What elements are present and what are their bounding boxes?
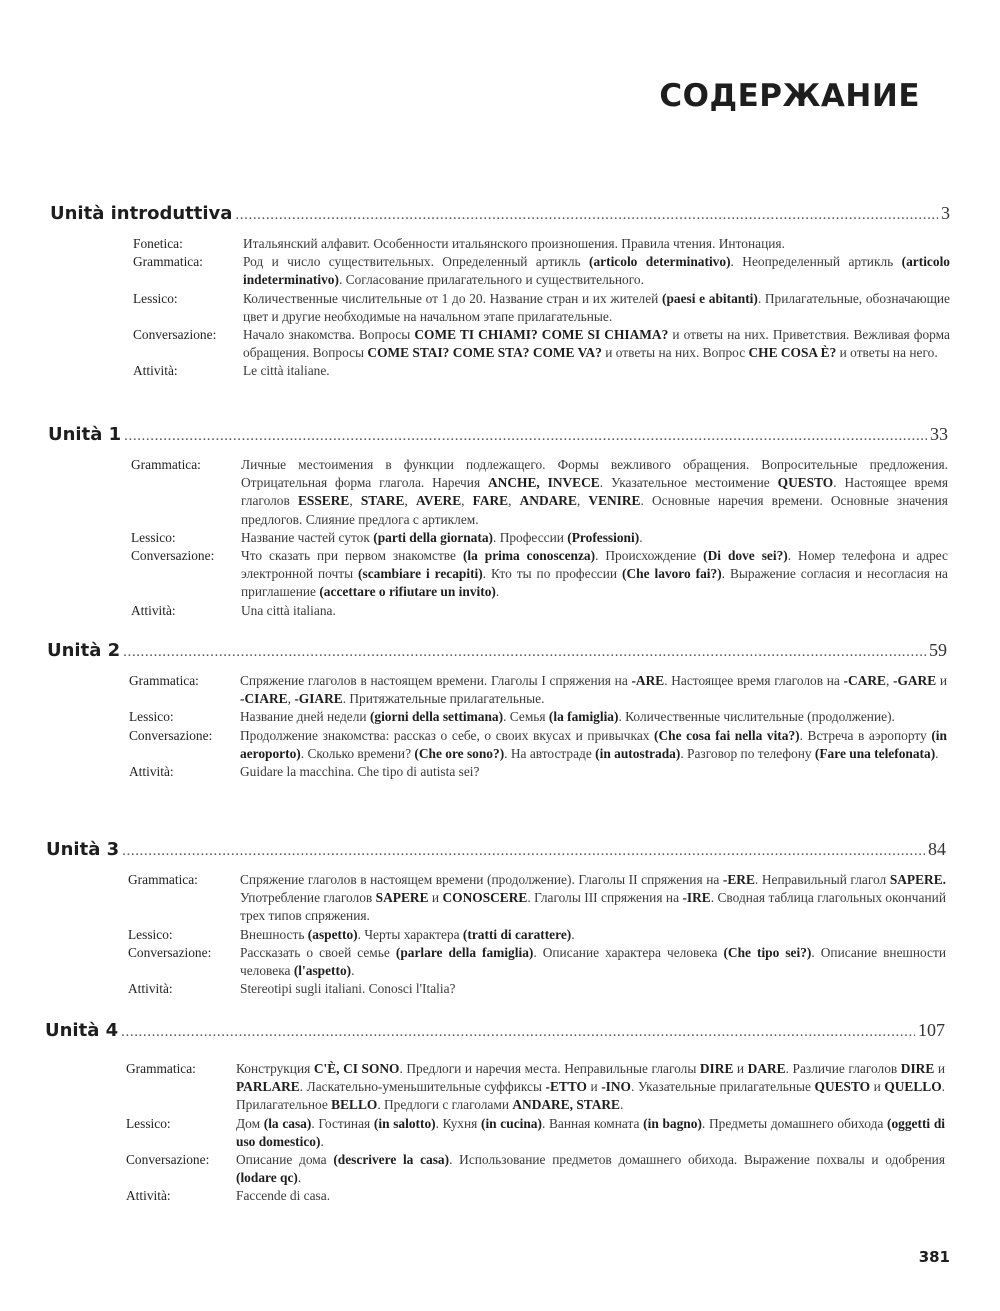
toc-entry-row bbox=[50, 235, 950, 253]
entry-text-fragment: . Кухня bbox=[435, 1115, 481, 1131]
entry-text bbox=[241, 456, 948, 529]
entry-label: Grammatica: bbox=[133, 254, 203, 270]
entry-term: (Che cosa fai nella vita?) bbox=[654, 727, 800, 743]
entry-label: Grammatica: bbox=[129, 673, 199, 688]
unit-page-number: 107 bbox=[918, 1020, 945, 1040]
entry-text-fragment: . Настоящее время глаголов bbox=[241, 475, 948, 509]
entry-text-fragment: и ответы на них. Приветствия. Вежливая форма обращения. Вопросы bbox=[243, 327, 950, 361]
entry-term: ESSERE bbox=[297, 493, 350, 509]
entry-text-fragment: . Предлоги с глаголами bbox=[377, 1097, 513, 1113]
entry-text-fragment: Личные местоимения в функции подлежащего. Формы вежливого обращения. Вопросительные предложения. Отрицательная форма глагола. Наречия bbox=[241, 457, 948, 491]
toc-entry-row bbox=[47, 708, 947, 726]
unit-rows bbox=[50, 235, 950, 381]
entry-text-fragment: . Встреча в аэропорту bbox=[799, 727, 932, 743]
entry-term: (in aeroporto) bbox=[240, 727, 947, 761]
entry-text-fragment: , bbox=[885, 673, 893, 688]
entry-text bbox=[236, 1115, 945, 1151]
entry-text-fragment: . Описание внешности человека bbox=[240, 944, 947, 979]
entry-term: DARE bbox=[747, 1061, 786, 1076]
entry-text bbox=[241, 529, 948, 547]
entry-term: PARLARE bbox=[236, 1079, 300, 1095]
entry-text-fragment: Начало знакомства. Вопросы bbox=[243, 327, 415, 343]
leader-dots bbox=[235, 207, 938, 224]
entry-term: COME TI CHIAMI? COME SI CHIAMA? bbox=[414, 327, 669, 343]
entry-term: -ARE bbox=[631, 673, 665, 688]
entry-term: (articolo indeterminativo) bbox=[243, 254, 950, 288]
entry-text-fragment: . Ванная комната bbox=[541, 1115, 644, 1131]
entry-term: ANDARE, STARE bbox=[512, 1097, 620, 1113]
entry-text-fragment: Дом bbox=[236, 1115, 264, 1131]
entry-text bbox=[243, 362, 950, 380]
entry-text-fragment: . Основные наречия времени. Основные значения предлогов. Слияние предлога с артиклем. bbox=[241, 493, 948, 527]
unit-title: Unità 3 bbox=[46, 839, 120, 860]
toc-entry-row bbox=[46, 980, 946, 998]
leader-dots bbox=[123, 644, 926, 661]
entry-text-fragment: Название дней недели bbox=[240, 709, 370, 725]
entry-term: (in cucina) bbox=[480, 1115, 542, 1131]
entry-term: AVERE bbox=[415, 493, 462, 509]
entry-label: Conversazione: bbox=[133, 327, 217, 343]
entry-text-fragment: . Притяжательные прилагательные. bbox=[342, 691, 545, 707]
entry-term: CONOSCERE bbox=[442, 890, 528, 906]
entry-text bbox=[243, 290, 950, 326]
entry-text bbox=[243, 235, 950, 253]
entry-label: Lessico: bbox=[128, 926, 173, 942]
entry-term: (Che lavoro fai?) bbox=[622, 566, 722, 582]
entry-text-fragment: . Неопределенный артикль bbox=[730, 254, 902, 270]
entry-term: COME STAI? COME STA? COME VA? bbox=[367, 345, 602, 361]
entry-text-fragment: . Указательные прилагательные bbox=[630, 1079, 815, 1095]
unit-title: Unità 2 bbox=[47, 640, 121, 661]
entry-text bbox=[243, 326, 950, 362]
entry-text-fragment: и bbox=[936, 673, 947, 688]
entry-term: ANCHE, INVECE bbox=[488, 475, 600, 491]
entry-term: (Che tipo sei?) bbox=[723, 944, 812, 960]
entry-term: (Di dove sei?) bbox=[703, 548, 788, 564]
entry-text-fragment: . Прилагательное bbox=[236, 1079, 945, 1113]
entry-label: Conversazione: bbox=[129, 727, 213, 743]
entry-term: DIRE bbox=[900, 1061, 935, 1076]
unit-heading[interactable] bbox=[46, 839, 946, 865]
unit-rows bbox=[46, 871, 946, 998]
entry-term: (parlare della famiglia) bbox=[395, 944, 534, 960]
toc-entry-row bbox=[48, 456, 948, 529]
entry-label: Conversazione: bbox=[126, 1152, 210, 1168]
entry-label: Conversazione: bbox=[128, 944, 212, 960]
entry-label: Conversazione: bbox=[131, 548, 215, 564]
page-number: 381 bbox=[918, 1248, 950, 1266]
entry-text-fragment: Что сказать при первом знакомстве bbox=[241, 548, 463, 564]
entry-text-fragment: . Номер телефона и адрес электронной почты bbox=[241, 548, 948, 582]
entry-term: SAPERE bbox=[375, 890, 429, 906]
toc-entry-row bbox=[50, 253, 950, 289]
entry-text bbox=[236, 1151, 945, 1187]
entry-term: -CARE bbox=[843, 673, 886, 688]
entry-text-fragment: Stereotipi sugli italiani. Conosci l'Italia? bbox=[240, 981, 456, 997]
entry-text-fragment: . Настоящее время глаголов на bbox=[664, 673, 844, 688]
entry-term: (scambiare i recapiti) bbox=[358, 566, 483, 582]
entry-label: Attività: bbox=[126, 1188, 171, 1204]
entry-text-fragment: и ответы на них. Вопрос bbox=[601, 345, 749, 361]
entry-text bbox=[240, 727, 947, 763]
entry-text-fragment: , bbox=[576, 493, 589, 509]
entry-text bbox=[241, 547, 948, 602]
unit-page-number: 33 bbox=[930, 424, 948, 444]
unit-page-number: 84 bbox=[928, 839, 946, 859]
entry-text-fragment: . bbox=[639, 529, 643, 545]
entry-text-fragment: Итальянский алфавит. Особенности итальянского произношения. Правила чтения. Интонация. bbox=[243, 236, 785, 251]
entry-text-fragment: . bbox=[320, 1133, 324, 1149]
entry-text-fragment: . bbox=[620, 1097, 624, 1113]
entry-text-fragment: . Предметы домашнего обихода bbox=[701, 1115, 888, 1131]
toc-entry-row bbox=[45, 1187, 945, 1205]
entry-text-fragment: Конструкция bbox=[236, 1061, 314, 1076]
entry-text-fragment: . bbox=[935, 745, 939, 761]
entry-term: FARE bbox=[472, 493, 509, 509]
entry-text-fragment: Род и число существительных. Определенный артикль bbox=[243, 254, 590, 270]
entry-term: (lodare qc) bbox=[236, 1170, 298, 1186]
entry-text bbox=[240, 871, 946, 926]
entry-text-fragment: . bbox=[297, 1170, 302, 1186]
unit-title: Unità 1 bbox=[48, 424, 122, 445]
entry-term: -ERE bbox=[722, 872, 755, 887]
unit-heading[interactable] bbox=[50, 203, 950, 229]
entry-term: (tratti di carattere) bbox=[462, 926, 572, 942]
toc-unit-1 bbox=[48, 424, 948, 620]
entry-text bbox=[236, 1187, 945, 1205]
toc-entry-row bbox=[47, 672, 947, 708]
entry-label: Attività: bbox=[133, 363, 178, 379]
entry-text-fragment: . Кто ты по профессии bbox=[482, 566, 623, 582]
entry-term: (la casa) bbox=[263, 1115, 312, 1131]
entry-label: Attività: bbox=[128, 981, 173, 997]
entry-term: C'È, CI SONO bbox=[313, 1061, 400, 1076]
entry-text-fragment: и bbox=[870, 1079, 885, 1095]
toc-entry-row bbox=[47, 763, 947, 781]
entry-term: DIRE bbox=[699, 1061, 734, 1076]
entry-term: VENIRE bbox=[588, 493, 641, 509]
toc-entry-row bbox=[45, 1115, 945, 1151]
entry-term: (paesi e abitanti) bbox=[662, 290, 758, 306]
toc-entry-row bbox=[45, 1060, 945, 1115]
unit-rows bbox=[47, 672, 947, 781]
toc-entry-row bbox=[50, 290, 950, 326]
entry-term: (in autostrada) bbox=[595, 745, 681, 761]
entry-term: -GIARE bbox=[294, 691, 343, 707]
entry-text-fragment: . bbox=[571, 926, 575, 942]
unit-page-number: 59 bbox=[929, 640, 947, 660]
entry-text-fragment: , bbox=[461, 493, 473, 509]
entry-text-fragment: . Разговор по телефону bbox=[680, 745, 815, 761]
entry-text-fragment: Внешность bbox=[240, 926, 308, 942]
toc-entry-row bbox=[48, 529, 948, 547]
unit-heading[interactable] bbox=[45, 1020, 945, 1046]
entry-term: QUESTO bbox=[814, 1079, 871, 1095]
toc-entry-row bbox=[50, 326, 950, 362]
entry-term: -GARE bbox=[892, 673, 937, 688]
entry-text-fragment: . Количественные числительные (продолжение). bbox=[618, 709, 895, 725]
unit-rows bbox=[48, 456, 948, 620]
entry-text-fragment: . Сводная таблица глагольных окончаний трех типов спряжения. bbox=[240, 890, 946, 924]
entry-term: (articolo determinativo) bbox=[589, 254, 731, 270]
entry-label: Attività: bbox=[129, 764, 174, 780]
unit-title: Unità 4 bbox=[45, 1020, 119, 1041]
entry-text-fragment: . Гостиная bbox=[311, 1115, 374, 1131]
entry-text-fragment: и bbox=[586, 1079, 602, 1095]
entry-label: Lessico: bbox=[133, 290, 178, 306]
entry-text bbox=[240, 672, 947, 708]
entry-term: QUESTO bbox=[777, 475, 834, 491]
entry-label: Lessico: bbox=[131, 529, 176, 545]
entry-term: QUELLO bbox=[884, 1079, 942, 1095]
entry-text-fragment: . Семья bbox=[503, 709, 549, 725]
entry-text-fragment: . Предлоги и наречия места. Неправильные глаголы bbox=[399, 1061, 700, 1076]
entry-text-fragment: и bbox=[428, 890, 443, 906]
entry-term: (descrivere la casa) bbox=[333, 1152, 450, 1168]
entry-text-fragment: и ответы на него. bbox=[836, 345, 938, 361]
toc-entry-row bbox=[46, 871, 946, 926]
entry-term: (accettare o rifiutare un invito) bbox=[319, 584, 496, 600]
entry-text-fragment: . Согласование прилагательного и существительного. bbox=[338, 272, 644, 288]
entry-text-fragment: . bbox=[495, 584, 500, 600]
entry-text-fragment: Количественные числительные от 1 до 20. Название стран и их жителей bbox=[243, 290, 662, 306]
entry-term: (Che ore sono?) bbox=[414, 745, 505, 761]
entry-label: Grammatica: bbox=[131, 457, 201, 472]
entry-term: STARE bbox=[360, 493, 405, 509]
entry-text-fragment: . Прилагательные, обозначающие цвет и другие необходимые на начальном этапе прилагательные. bbox=[243, 290, 950, 324]
entry-term: (la prima conoscenza) bbox=[462, 548, 596, 564]
toc-unit-3 bbox=[46, 839, 946, 998]
entry-text bbox=[240, 944, 946, 980]
leader-dots bbox=[121, 1024, 915, 1041]
entry-text-fragment: . Ласкательно-уменьшительные суффиксы bbox=[299, 1079, 546, 1095]
entry-text-fragment: Una città italiana. bbox=[241, 602, 336, 618]
entry-text-fragment: . Различие глаголов bbox=[785, 1061, 901, 1076]
entry-text bbox=[236, 1060, 945, 1115]
entry-text-fragment: . Черты характера bbox=[357, 926, 463, 942]
entry-term: -CIARE bbox=[240, 691, 288, 707]
entry-term: CHE COSA È? bbox=[748, 345, 837, 361]
entry-text-fragment: . Сколько времени? bbox=[300, 745, 415, 761]
entry-text-fragment: . Неправильный глагол bbox=[754, 872, 890, 887]
entry-label: Attività: bbox=[131, 602, 176, 618]
toc-entry-row bbox=[46, 926, 946, 944]
toc-entry-row bbox=[48, 602, 948, 620]
unit-rows bbox=[45, 1060, 945, 1206]
page-title: СОДЕРЖАНИЕ bbox=[659, 78, 920, 114]
entry-term: (Professioni) bbox=[567, 529, 640, 545]
entry-text-fragment: . bbox=[351, 963, 355, 979]
unit-heading[interactable] bbox=[48, 424, 948, 450]
entry-text-fragment: , bbox=[404, 493, 416, 509]
entry-term: (oggetti di uso domestico) bbox=[236, 1115, 945, 1149]
entry-term: (in salotto) bbox=[373, 1115, 436, 1131]
entry-term: (la famiglia) bbox=[548, 709, 619, 725]
toc-unit-4 bbox=[45, 1020, 945, 1206]
entry-text-fragment: Le città italiane. bbox=[243, 363, 330, 379]
entry-text-fragment: . Указательное местоимение bbox=[599, 475, 778, 491]
entry-text-fragment: и bbox=[934, 1061, 945, 1076]
entry-text bbox=[241, 602, 948, 620]
toc-entry-row bbox=[47, 727, 947, 763]
entry-term: (in bagno) bbox=[643, 1115, 702, 1131]
entry-text bbox=[240, 763, 947, 781]
entry-text-fragment: . Описание характера человека bbox=[533, 944, 724, 960]
entry-term: BELLO bbox=[331, 1097, 378, 1113]
entry-text-fragment: Описание дома bbox=[236, 1152, 334, 1168]
entry-text-fragment: , bbox=[349, 493, 361, 509]
entry-text-fragment: , bbox=[287, 691, 295, 707]
unit-heading[interactable] bbox=[47, 640, 947, 666]
entry-text-fragment: , bbox=[508, 493, 520, 509]
entry-text-fragment: Название частей суток bbox=[241, 529, 374, 545]
toc-entry-row bbox=[48, 547, 948, 602]
entry-term: (aspetto) bbox=[307, 926, 358, 942]
entry-text-fragment: Рассказать о своей семье bbox=[240, 944, 396, 960]
entry-text-fragment: Спряжение глаголов в настоящем времени. Глаголы I спряжения на bbox=[240, 673, 632, 688]
toc-entry-row bbox=[46, 944, 946, 980]
entry-text bbox=[240, 708, 947, 726]
entry-label: Grammatica: bbox=[128, 872, 198, 887]
unit-title: Unità introduttiva bbox=[50, 203, 233, 224]
leader-dots bbox=[124, 428, 927, 445]
toc-entry-row bbox=[45, 1151, 945, 1187]
entry-term: (l'aspetto) bbox=[293, 963, 352, 979]
entry-text-fragment: . Происхождение bbox=[595, 548, 704, 564]
toc-unit-2 bbox=[47, 640, 947, 781]
entry-term: -IRE bbox=[682, 890, 711, 906]
entry-text-fragment: Спряжение глаголов в настоящем времени (продолжение). Глаголы II спряжения на bbox=[240, 872, 723, 887]
entry-text-fragment: . Выражение согласия и несогласия на приглашение bbox=[241, 566, 948, 600]
entry-text-fragment: Guidare la macchina. Che tipo di autista sei? bbox=[240, 764, 480, 780]
entry-term: SAPERE. bbox=[889, 872, 946, 887]
toc-unit-introduttiva bbox=[50, 203, 950, 381]
entry-text bbox=[243, 253, 950, 289]
entry-term: -ETTO bbox=[545, 1079, 587, 1095]
entry-text-fragment: . Глаголы III спряжения на bbox=[527, 890, 683, 906]
entry-text-fragment: . Профессии bbox=[493, 529, 568, 545]
entry-text-fragment: и bbox=[733, 1061, 748, 1076]
leader-dots bbox=[122, 843, 925, 860]
entry-label: Lessico: bbox=[129, 709, 174, 725]
unit-page-number: 3 bbox=[941, 203, 950, 223]
entry-term: (giorni della settimana) bbox=[369, 709, 504, 725]
entry-label: Lessico: bbox=[126, 1115, 171, 1131]
toc-entry-row bbox=[50, 362, 950, 380]
entry-term: ANDARE bbox=[519, 493, 577, 509]
entry-label: Fonetica: bbox=[133, 236, 183, 251]
entry-text-fragment: Употребление глаголов bbox=[240, 890, 376, 906]
entry-term: (parti della giornata) bbox=[373, 529, 493, 545]
entry-term: -INO bbox=[601, 1079, 631, 1095]
entry-text bbox=[240, 926, 946, 944]
entry-text-fragment: Faccende di casa. bbox=[236, 1188, 331, 1204]
entry-term: (Fare una telefonata) bbox=[814, 745, 936, 761]
entry-text bbox=[240, 980, 946, 998]
entry-text-fragment: . На автостраде bbox=[504, 745, 596, 761]
entry-label: Grammatica: bbox=[126, 1061, 196, 1076]
entry-text-fragment: Продолжение знакомства: рассказ о себе, о своих вкусах и привычках bbox=[240, 727, 655, 743]
entry-text-fragment: . Использование предметов домашнего обихода. Выражение похвалы и одобрения bbox=[449, 1152, 945, 1168]
